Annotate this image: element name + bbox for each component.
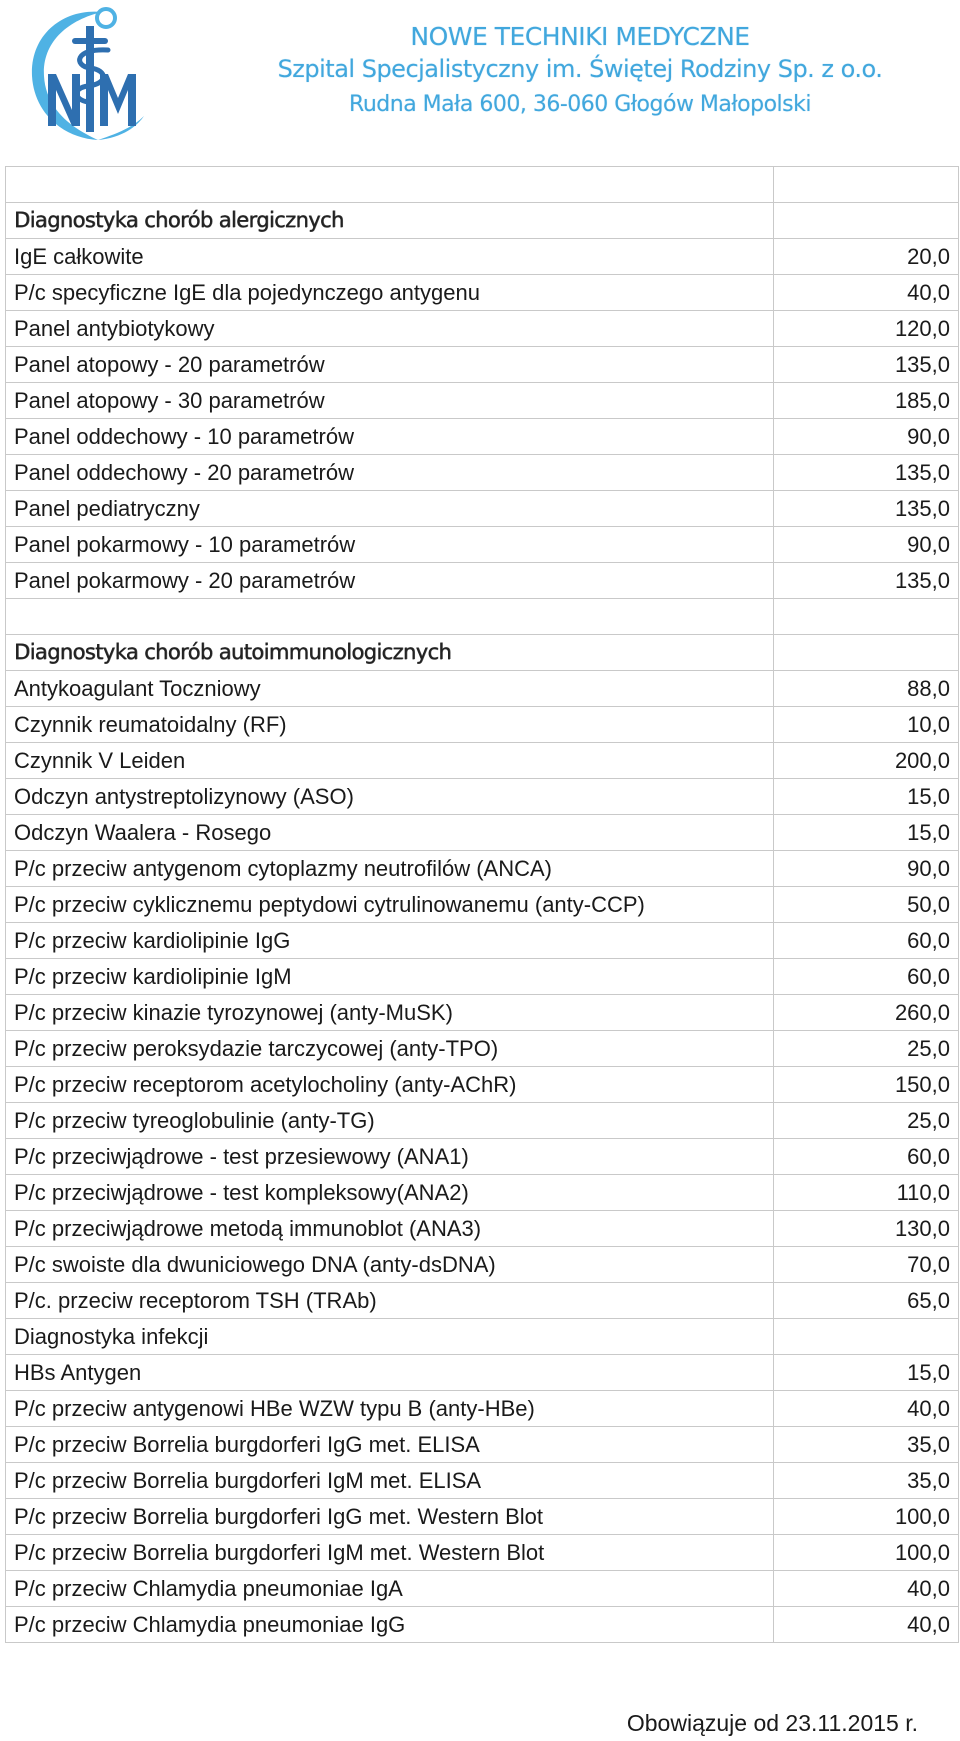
test-price: 60,0 (774, 959, 959, 995)
test-name: P/c przeciw receptorom acetylocholiny (anty-AChR) (6, 1067, 774, 1103)
test-name: P/c przeciw kinazie tyrozynowej (anty-MuSK) (6, 995, 774, 1031)
test-price: 40,0 (774, 275, 959, 311)
test-price (774, 599, 959, 635)
table-row (6, 1283, 959, 1319)
test-name: P/c przeciw Borrelia burgdorferi IgG met. ELISA (6, 1427, 774, 1463)
test-price: 40,0 (774, 1607, 959, 1643)
test-price: 65,0 (774, 1283, 959, 1319)
test-name: Diagnostyka infekcji (6, 1319, 774, 1355)
table-row (6, 1391, 959, 1427)
test-name: HBs Antygen (6, 1355, 774, 1391)
table-row (6, 707, 959, 743)
table-row (6, 923, 959, 959)
table-row (6, 419, 959, 455)
test-name: Odczyn Waalera - Rosego (6, 815, 774, 851)
test-name: P/c przeciwjądrowe - test kompleksowy(ANA2) (6, 1175, 774, 1211)
test-price: 100,0 (774, 1535, 959, 1571)
test-name (6, 599, 774, 635)
test-price: 20,0 (774, 239, 959, 275)
test-name: P/c przeciw Borrelia burgdorferi IgG met. Western Blot (6, 1499, 774, 1535)
table-row (6, 1571, 959, 1607)
test-price: 185,0 (774, 383, 959, 419)
test-price: 200,0 (774, 743, 959, 779)
test-price (774, 167, 959, 203)
table-row (6, 1067, 959, 1103)
test-name: Panel pediatryczny (6, 491, 774, 527)
table-row (6, 851, 959, 887)
table-row (6, 1139, 959, 1175)
table-row (6, 1211, 959, 1247)
valid-from-note: Obowiązuje od 23.11.2015 r. (626, 1710, 918, 1736)
page-header (0, 0, 960, 150)
table-row (6, 1535, 959, 1571)
table-row (6, 1499, 959, 1535)
test-price: 25,0 (774, 1103, 959, 1139)
test-name: Antykoagulant Toczniowy (6, 671, 774, 707)
table-row (6, 1175, 959, 1211)
table-row (6, 1103, 959, 1139)
section-title: Diagnostyka chorób autoimmunologicznych (6, 635, 774, 671)
header-text-block (210, 22, 950, 124)
test-name: Panel atopowy - 20 parametrów (6, 347, 774, 383)
test-name: P/c przeciw Chlamydia pneumoniae IgG (6, 1607, 774, 1643)
test-price: 15,0 (774, 815, 959, 851)
test-name: P/c przeciw Borrelia burgdorferi IgM met. Western Blot (6, 1535, 774, 1571)
table-row (6, 1607, 959, 1643)
test-price: 35,0 (774, 1427, 959, 1463)
test-price: 88,0 (774, 671, 959, 707)
test-price: 70,0 (774, 1247, 959, 1283)
test-price: 50,0 (774, 887, 959, 923)
test-name: P/c. przeciw receptorom TSH (TRAb) (6, 1283, 774, 1319)
test-price: 25,0 (774, 1031, 959, 1067)
table-row (6, 1031, 959, 1067)
table-row (6, 995, 959, 1031)
test-price: 135,0 (774, 563, 959, 599)
table-row (6, 1427, 959, 1463)
table-row (6, 563, 959, 599)
test-price (774, 635, 959, 671)
section-title: Diagnostyka chorób alergicznych (6, 203, 774, 239)
test-name: P/c swoiste dla dwuniciowego DNA (anty-dsDNA) (6, 1247, 774, 1283)
section-header-row (6, 635, 959, 671)
test-price: 260,0 (774, 995, 959, 1031)
test-price: 60,0 (774, 923, 959, 959)
test-price: 135,0 (774, 455, 959, 491)
hospital-logo (24, 4, 152, 144)
table-row (6, 275, 959, 311)
table-row (6, 347, 959, 383)
test-name: P/c przeciw kardiolipinie IgM (6, 959, 774, 995)
test-price: 110,0 (774, 1175, 959, 1211)
test-price: 40,0 (774, 1571, 959, 1607)
test-name: P/c przeciw tyreoglobulinie (anty-TG) (6, 1103, 774, 1139)
table-row (6, 779, 959, 815)
table-row (6, 1463, 959, 1499)
test-price: 135,0 (774, 347, 959, 383)
table-row (6, 383, 959, 419)
test-name: Panel atopowy - 30 parametrów (6, 383, 774, 419)
test-price: 15,0 (774, 779, 959, 815)
test-price: 90,0 (774, 851, 959, 887)
test-name: P/c przeciw cyklicznemu peptydowi cytrulinowanemu (anty-CCP) (6, 887, 774, 923)
hospital-address: Rudna Mała 600, 36-060 Głogów Małopolski (349, 92, 811, 117)
test-name: Panel oddechowy - 20 parametrów (6, 455, 774, 491)
test-price: 40,0 (774, 1391, 959, 1427)
test-name: P/c specyficzne IgE dla pojedynczego antygenu (6, 275, 774, 311)
table-row (6, 1319, 959, 1355)
table-row (6, 527, 959, 563)
test-price: 90,0 (774, 527, 959, 563)
test-price: 100,0 (774, 1499, 959, 1535)
test-price: 135,0 (774, 491, 959, 527)
test-price: 90,0 (774, 419, 959, 455)
test-name: IgE całkowite (6, 239, 774, 275)
spacer-row (6, 167, 959, 203)
table-row (6, 491, 959, 527)
test-price: 35,0 (774, 1463, 959, 1499)
table-row (6, 1247, 959, 1283)
test-price (774, 203, 959, 239)
test-name: P/c przeciwjądrowe - test przesiewowy (ANA1) (6, 1139, 774, 1175)
test-name: P/c przeciw peroksydazie tarczycowej (anty-TPO) (6, 1031, 774, 1067)
test-name: P/c przeciw Borrelia burgdorferi IgM met. ELISA (6, 1463, 774, 1499)
test-name: Panel pokarmowy - 10 parametrów (6, 527, 774, 563)
test-price (774, 1319, 959, 1355)
table-row (6, 455, 959, 491)
table-row (6, 887, 959, 923)
test-price: 10,0 (774, 707, 959, 743)
table-row (6, 671, 959, 707)
table-row (6, 1355, 959, 1391)
test-price: 150,0 (774, 1067, 959, 1103)
price-list-body (6, 167, 959, 1643)
table-row (6, 311, 959, 347)
section-header-row (6, 203, 959, 239)
table-row (6, 239, 959, 275)
test-name: Czynnik V Leiden (6, 743, 774, 779)
test-name: P/c przeciw antygenowi HBe WZW typu B (anty-HBe) (6, 1391, 774, 1427)
test-name: P/c przeciw kardiolipinie IgG (6, 923, 774, 959)
test-name (6, 167, 774, 203)
test-name: P/c przeciw antygenom cytoplazmy neutrofilów (ANCA) (6, 851, 774, 887)
price-list-table (5, 166, 959, 1643)
test-price: 130,0 (774, 1211, 959, 1247)
hospital-brand-name: NOWE TECHNIKI MEDYCZNE (410, 22, 750, 51)
hospital-full-name: Szpital Specjalistyczny im. Świętej Rodziny Sp. z o.o. (277, 55, 883, 83)
spacer-row (6, 599, 959, 635)
table-row (6, 815, 959, 851)
table-row (6, 959, 959, 995)
test-name: Odczyn antystreptolizynowy (ASO) (6, 779, 774, 815)
test-price: 15,0 (774, 1355, 959, 1391)
test-name: P/c przeciw Chlamydia pneumoniae IgA (6, 1571, 774, 1607)
test-name: Czynnik reumatoidalny (RF) (6, 707, 774, 743)
test-price: 120,0 (774, 311, 959, 347)
test-name: P/c przeciwjądrowe metodą immunoblot (ANA3) (6, 1211, 774, 1247)
test-name: Panel antybiotykowy (6, 311, 774, 347)
table-row (6, 743, 959, 779)
test-name: Panel pokarmowy - 20 parametrów (6, 563, 774, 599)
test-price: 60,0 (774, 1139, 959, 1175)
test-name: Panel oddechowy - 10 parametrów (6, 419, 774, 455)
